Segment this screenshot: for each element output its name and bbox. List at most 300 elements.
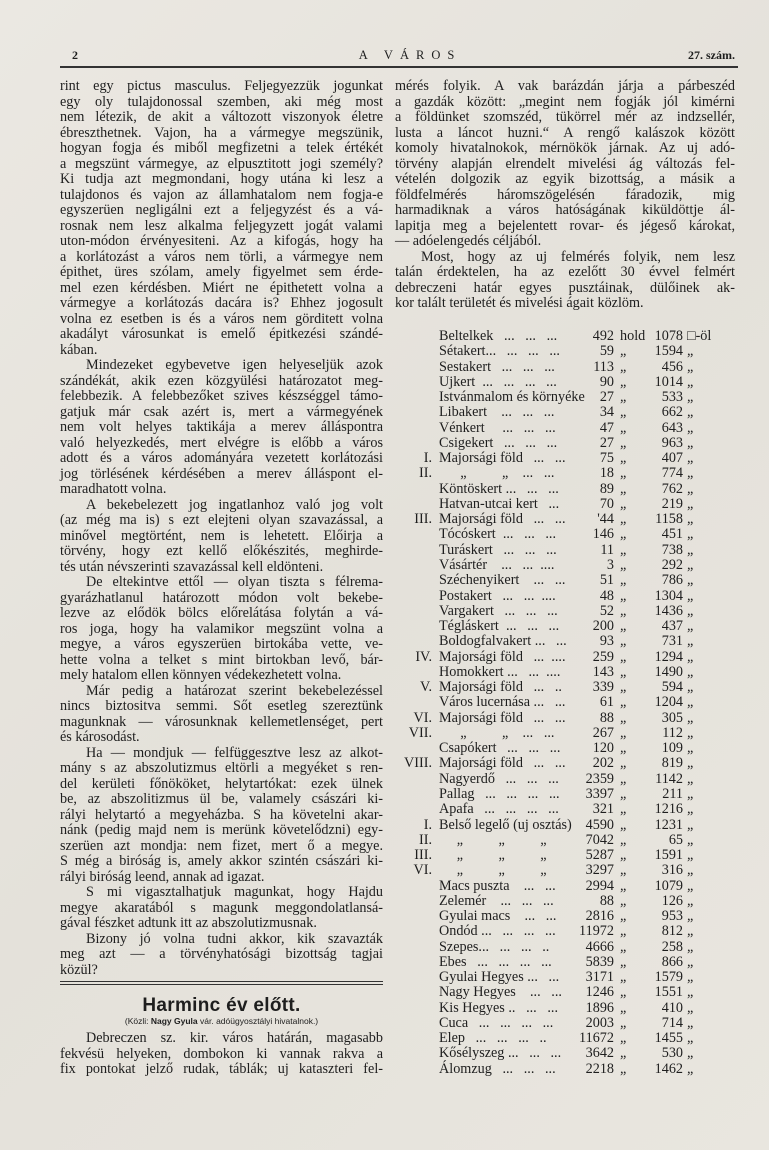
ol-unit: „ bbox=[687, 556, 694, 573]
table-row bbox=[395, 588, 735, 603]
ol-unit: „ bbox=[687, 373, 694, 390]
hold-unit: „ bbox=[620, 495, 627, 512]
area-ol: 410 bbox=[661, 999, 683, 1016]
hold-unit: „ bbox=[620, 831, 627, 848]
area-hold: 88 bbox=[599, 892, 614, 909]
area-ol: 1204 bbox=[654, 694, 683, 711]
ol-unit: „ bbox=[687, 389, 694, 406]
area-ol: 65 bbox=[668, 831, 683, 848]
area-ol: 258 bbox=[661, 938, 683, 955]
area-ol: 292 bbox=[661, 556, 683, 573]
hold-unit: „ bbox=[620, 679, 627, 696]
text-line: hette volna a telket s mint birtokban levő, bár- bbox=[60, 651, 383, 668]
land-area-table bbox=[395, 328, 735, 1076]
area-ol: 963 bbox=[661, 434, 683, 451]
row-number: VI. bbox=[413, 709, 432, 726]
table-row bbox=[395, 801, 735, 816]
hold-unit: „ bbox=[620, 1030, 627, 1047]
area-ol: 407 bbox=[661, 450, 683, 467]
area-name: Homokkert ... ... .... bbox=[439, 663, 561, 680]
area-hold: 5287 bbox=[585, 847, 614, 864]
area-name: Széchenyikert ... ... bbox=[439, 572, 566, 589]
text-line: és károsodást. bbox=[60, 729, 140, 745]
ol-unit: „ bbox=[687, 694, 694, 711]
ol-unit: „ bbox=[687, 831, 694, 848]
area-hold: 27 bbox=[599, 434, 614, 451]
text-line: a gazdák között: „megint nem fogják jól kimérni bbox=[395, 93, 735, 110]
area-name: Boldogfalvakert ... ... bbox=[439, 633, 567, 650]
ol-unit: „ bbox=[687, 679, 694, 696]
area-hold: 93 bbox=[599, 633, 614, 650]
area-name: „ „ „ bbox=[439, 862, 547, 879]
ol-unit: „ bbox=[687, 1045, 694, 1062]
text-line: Ha — mondjuk — felfüggesztve lesz az alkot- bbox=[86, 744, 383, 761]
area-hold: 146 bbox=[592, 526, 614, 543]
table-row bbox=[395, 694, 735, 709]
area-hold: 2003 bbox=[585, 1014, 614, 1031]
hold-unit: „ bbox=[620, 465, 627, 482]
hold-unit: „ bbox=[620, 877, 627, 894]
hold-unit: „ bbox=[620, 556, 627, 573]
text-line: minővel megtörtént, nem is lehetett. Előirja a bbox=[60, 527, 383, 544]
text-line: akadályt városunkat is emelő épitkezési szándé- bbox=[60, 326, 383, 342]
table-row bbox=[395, 954, 735, 969]
text-line: való helyezkedés, mert elvégre is előbb a város bbox=[60, 434, 383, 451]
table-row bbox=[395, 496, 735, 511]
hold-unit: „ bbox=[620, 892, 627, 909]
text-line: lapitja meg a bejelentett rovar- és jégeső károkat, bbox=[395, 217, 735, 234]
hold-unit: „ bbox=[620, 358, 627, 375]
text-line: földfelmérés háromszögelésén fáradozik, mig bbox=[395, 186, 735, 203]
ol-unit: „ bbox=[687, 709, 694, 726]
hold-unit: „ bbox=[620, 694, 627, 711]
newspaper-title: A VÁROS bbox=[358, 48, 462, 62]
area-hold: 7042 bbox=[585, 831, 614, 848]
area-ol: 530 bbox=[661, 1045, 683, 1062]
ol-unit: „ bbox=[687, 648, 694, 665]
text-line: mely hatalom ellen könnyen védekezhetett volna. bbox=[60, 667, 342, 683]
area-name: Apafa ... ... ... ... bbox=[439, 801, 559, 818]
area-name: Elep ... ... ... .. bbox=[439, 1030, 547, 1047]
hold-unit: „ bbox=[620, 953, 627, 970]
row-number: V. bbox=[420, 679, 432, 696]
area-name: Macs puszta ... ... bbox=[439, 877, 556, 894]
ol-unit: „ bbox=[687, 572, 694, 589]
hold-unit: „ bbox=[620, 404, 627, 421]
text-line: ros joga, hogy ha valamikor megszünt volna a bbox=[60, 620, 383, 637]
ol-unit: □-öl bbox=[687, 328, 712, 344]
text-line: — adóelengedés céljából. bbox=[395, 233, 542, 249]
table-row bbox=[395, 771, 735, 786]
area-hold: 11972 bbox=[579, 923, 614, 940]
area-name: Kis Hegyes .. ... ... bbox=[439, 999, 559, 1016]
table-row bbox=[395, 374, 735, 389]
table-row bbox=[395, 450, 735, 465]
area-ol: 1014 bbox=[654, 373, 683, 390]
page-number: 2 bbox=[72, 48, 78, 62]
ol-unit: „ bbox=[687, 740, 694, 757]
ol-unit: „ bbox=[687, 618, 694, 635]
text-line: ébreszthetnek. Vajon, ha a vármegye megszünik, bbox=[60, 124, 383, 141]
text-line: fix pontokat jelző rudak, táblák; uj kataszteri fel- bbox=[60, 1061, 383, 1077]
text-line: A bekebelezett jog ingatlanhoz való jog volt bbox=[86, 496, 383, 513]
area-hold: 52 bbox=[599, 602, 614, 619]
text-line: magunknak — városunknak kellemetlenséget, pert bbox=[60, 713, 383, 730]
table-row bbox=[395, 817, 735, 832]
area-name: Pallag ... ... ... ... bbox=[439, 785, 560, 802]
text-line: S még a biróság is, amely akkor szintén császári ki- bbox=[60, 853, 383, 869]
ol-unit: „ bbox=[687, 1014, 694, 1031]
area-hold: 75 bbox=[599, 450, 614, 467]
hold-unit: „ bbox=[620, 1045, 627, 1062]
area-ol: 1462 bbox=[654, 1060, 683, 1077]
area-ol: 109 bbox=[661, 740, 683, 757]
row-number: I. bbox=[423, 816, 432, 833]
area-hold: '44 bbox=[597, 511, 614, 528]
text-line: jog törlésének kérdésében a merev álláspont el- bbox=[60, 465, 383, 482]
area-name: Turáskert ... ... ... bbox=[439, 541, 557, 558]
area-ol: 1551 bbox=[654, 984, 683, 1001]
ol-unit: „ bbox=[687, 541, 694, 558]
text-line: a korlátozást a város nem törli, a vármegye nem bbox=[60, 248, 383, 265]
row-number: III. bbox=[414, 847, 432, 864]
area-ol: 437 bbox=[661, 618, 683, 635]
hold-unit: „ bbox=[620, 389, 627, 406]
text-line: törvény, hogy ezt kellő előkészités, meghirde- bbox=[60, 543, 383, 559]
hold-unit: „ bbox=[620, 908, 627, 925]
area-name: Libakert ... ... ... bbox=[439, 404, 555, 421]
table-row bbox=[395, 725, 735, 740]
hold-unit: „ bbox=[620, 480, 627, 497]
text-line: uton-módon érvényesiteni. Az a kifogás, hogy ha bbox=[60, 233, 383, 249]
text-line: felebbezik. A felebbezőket szives készséggel támo- bbox=[60, 388, 383, 404]
ol-unit: „ bbox=[687, 785, 694, 802]
area-hold: 113 bbox=[593, 358, 614, 375]
byline-prefix: (Közli: bbox=[124, 1016, 149, 1026]
area-name: Gyulai macs ... ... bbox=[439, 908, 557, 925]
area-name: Város lucernása ... ... bbox=[439, 694, 566, 711]
row-number: VI. bbox=[413, 862, 432, 879]
table-row bbox=[395, 664, 735, 679]
text-line: közül? bbox=[60, 961, 98, 978]
hold-unit: „ bbox=[620, 816, 627, 833]
hold-unit: „ bbox=[620, 526, 627, 543]
hold-unit: „ bbox=[620, 847, 627, 864]
text-line: De eltekintve ettől — olyan tiszta s félrema- bbox=[86, 574, 383, 590]
ol-unit: „ bbox=[687, 1060, 694, 1077]
area-name: „ „ „ bbox=[439, 847, 547, 864]
area-hold: 2994 bbox=[585, 877, 614, 894]
text-line: rosnak nem lesz alkalma feljegyzett jogát valami bbox=[60, 217, 383, 234]
area-name: Beltelkek ... ... ... bbox=[439, 328, 558, 344]
text-line: Bizony jó volna tudni akkor, kik szavazták bbox=[86, 930, 383, 947]
hold-unit: „ bbox=[620, 801, 627, 818]
table-row bbox=[395, 557, 735, 572]
hold-unit: „ bbox=[620, 541, 627, 558]
area-name: Belső legelő (uj osztás) bbox=[439, 816, 572, 833]
table-row bbox=[395, 343, 735, 358]
area-hold: 3297 bbox=[585, 862, 614, 879]
table-row bbox=[395, 786, 735, 801]
table-row bbox=[395, 847, 735, 862]
text-line: fekvésü helyeken, dombokon ki vannak rakva a bbox=[60, 1045, 383, 1062]
text-line: rályi helytartó a megyeházba. S ha követelni akar- bbox=[60, 806, 383, 823]
table-row bbox=[395, 939, 735, 954]
area-name: Szepes... ... ... .. bbox=[439, 938, 550, 955]
area-name: Vargakert ... ... ... bbox=[439, 602, 558, 619]
table-row bbox=[395, 542, 735, 557]
area-ol: 594 bbox=[661, 679, 683, 696]
area-ol: 1594 bbox=[654, 343, 683, 360]
hold-unit: „ bbox=[620, 770, 627, 787]
area-hold: 2218 bbox=[585, 1060, 614, 1077]
text-line: egy oly tulajdonossal szemben, aki még most bbox=[60, 93, 383, 110]
text-line: Ki tudja azt megmondani, hogy utána ki lesz a bbox=[60, 171, 383, 187]
area-ol: 1158 bbox=[655, 511, 683, 528]
hold-unit: „ bbox=[620, 618, 627, 635]
hold-unit: „ bbox=[620, 434, 627, 451]
ol-unit: „ bbox=[687, 877, 694, 894]
hold-unit: „ bbox=[620, 740, 627, 757]
ol-unit: „ bbox=[687, 526, 694, 543]
ol-unit: „ bbox=[687, 755, 694, 772]
text-line: kor talált területét és mivelési ágait közlöm. bbox=[395, 295, 644, 311]
hold-unit: „ bbox=[620, 587, 627, 604]
text-line: megye, a város egyszerüen birtokába vette, ve- bbox=[60, 636, 383, 652]
ol-unit: „ bbox=[687, 495, 694, 512]
table-row bbox=[395, 1015, 735, 1030]
area-hold: 48 bbox=[599, 587, 614, 604]
hold-unit: „ bbox=[620, 999, 627, 1016]
area-hold: 34 bbox=[599, 404, 614, 421]
table-row bbox=[395, 1000, 735, 1015]
header-rule bbox=[60, 66, 738, 68]
table-row bbox=[395, 328, 735, 343]
area-ol: 112 bbox=[662, 724, 683, 741]
text-line: adott és a város adományára vezetett korlátozási bbox=[60, 450, 383, 466]
table-row bbox=[395, 878, 735, 893]
text-line: meg azt — a törvényhatósági bizottság tagjai bbox=[60, 946, 383, 962]
article-separator bbox=[60, 981, 383, 985]
hold-unit: „ bbox=[620, 724, 627, 741]
table-row bbox=[395, 1061, 735, 1076]
text-line: megye akaratából s magunk meggondolatlansá- bbox=[60, 899, 383, 916]
ol-unit: „ bbox=[687, 404, 694, 421]
hold-unit: „ bbox=[620, 602, 627, 619]
table-row bbox=[395, 526, 735, 541]
area-hold: 3397 bbox=[585, 785, 614, 802]
area-ol: 738 bbox=[661, 541, 683, 558]
area-name: Csigekert ... ... ... bbox=[439, 434, 558, 451]
area-ol: 1079 bbox=[654, 877, 683, 894]
ol-unit: „ bbox=[687, 663, 694, 680]
table-row bbox=[395, 1045, 735, 1060]
area-ol: 1216 bbox=[654, 801, 683, 818]
area-name: Vásártér ... ... .... bbox=[439, 556, 555, 573]
area-ol: 1231 bbox=[654, 816, 683, 833]
table-row bbox=[395, 633, 735, 648]
table-row bbox=[395, 389, 735, 404]
table-row bbox=[395, 511, 735, 526]
byline-author: Nagy Gyula bbox=[150, 1016, 198, 1026]
area-hold: 200 bbox=[592, 618, 614, 635]
hold-unit: „ bbox=[620, 755, 627, 772]
ol-unit: „ bbox=[687, 938, 694, 955]
area-hold: 2816 bbox=[585, 908, 614, 925]
text-line: vételén dolgozik az egyik bizottság, a másik a bbox=[395, 171, 735, 187]
hold-unit: „ bbox=[620, 511, 627, 528]
area-ol: 819 bbox=[661, 755, 683, 772]
article-body bbox=[60, 1031, 383, 1078]
area-hold: 4666 bbox=[585, 938, 614, 955]
row-number: III. bbox=[414, 511, 432, 528]
table-row bbox=[395, 969, 735, 984]
issue-number: 27. szám. bbox=[688, 48, 735, 62]
hold-unit: „ bbox=[620, 373, 627, 390]
text-line: szándékát, akik ezen közgyülési határozatot meg- bbox=[60, 372, 383, 389]
area-hold: 59 bbox=[599, 343, 614, 360]
ol-unit: „ bbox=[687, 587, 694, 604]
area-name: Postakert ... ... .... bbox=[439, 587, 556, 604]
area-ol: 126 bbox=[661, 892, 683, 909]
area-ol: 774 bbox=[661, 465, 683, 482]
left-column-article bbox=[60, 79, 383, 978]
article-byline bbox=[60, 1016, 383, 1026]
area-hold: 3642 bbox=[585, 1045, 614, 1062]
area-hold: 89 bbox=[599, 480, 614, 497]
text-line: lusta a láncot huzni.“ A rengő kalászok között bbox=[395, 124, 735, 141]
area-hold: 1896 bbox=[585, 999, 614, 1016]
area-ol: 714 bbox=[661, 1014, 683, 1031]
text-line: harmadiknak a város hatóságának kiküldöttje ál- bbox=[395, 202, 735, 218]
ol-unit: „ bbox=[687, 847, 694, 864]
text-line: del kerületi főnököket, helytartókat: ezek ülnek bbox=[60, 775, 383, 792]
byline-role: vár. adóügyosztályi hivatalnok.) bbox=[200, 1016, 319, 1026]
area-hold: 143 bbox=[592, 663, 614, 680]
text-line: a földünket szomszéd, tükörrel mér az indzsellér, bbox=[395, 109, 735, 125]
area-name: Nagy Hegyes ... ... bbox=[439, 984, 562, 1001]
text-line: épithet, üres szólam, amely figyelmet sem érde- bbox=[60, 264, 383, 280]
area-ol: 1591 bbox=[654, 847, 683, 864]
area-hold: 2359 bbox=[585, 770, 614, 787]
table-row bbox=[395, 1030, 735, 1045]
text-line: vármegye a korlátozás dacára is? Ehhez jogosult bbox=[60, 295, 383, 311]
hold-unit: „ bbox=[620, 938, 627, 955]
area-ol: 219 bbox=[661, 495, 683, 512]
area-name: Ondód ... ... ... ... bbox=[439, 923, 556, 940]
hold-unit: „ bbox=[620, 969, 627, 986]
area-name: Majorsági föld ... .... bbox=[439, 648, 566, 665]
area-ol: 1490 bbox=[654, 663, 683, 680]
row-number: II. bbox=[419, 831, 432, 848]
ol-unit: „ bbox=[687, 1030, 694, 1047]
area-hold: 11 bbox=[600, 541, 614, 558]
area-name: Sestakert ... ... ... bbox=[439, 358, 555, 375]
ol-unit: „ bbox=[687, 511, 694, 528]
text-line: hogyan fogja és miből megfizetni a telek értékét bbox=[60, 140, 383, 156]
ol-unit: „ bbox=[687, 434, 694, 451]
hold-unit: „ bbox=[620, 450, 627, 467]
ol-unit: „ bbox=[687, 908, 694, 925]
text-line: Most, hogy az uj felmérés folyik, nem lesz bbox=[421, 248, 735, 265]
ol-unit: „ bbox=[687, 450, 694, 467]
area-name: Hatvan-utcai kert ... bbox=[439, 495, 560, 512]
area-ol: 211 bbox=[662, 785, 683, 802]
ol-unit: „ bbox=[687, 923, 694, 940]
text-line: nincs biztositva semmi. Sőt esetleg szereztünk bbox=[60, 698, 383, 714]
ol-unit: „ bbox=[687, 770, 694, 787]
text-line: szerüen azt mondja: nem fizet, mert ő a megye. bbox=[60, 837, 383, 854]
text-line: nem létezik, de akit a változott viszonyok életre bbox=[60, 109, 383, 125]
area-name: Vénkert ... ... ... bbox=[439, 419, 556, 436]
area-ol: 1455 bbox=[654, 1030, 683, 1047]
table-row bbox=[395, 435, 735, 450]
area-ol: 731 bbox=[661, 633, 683, 650]
area-hold: 202 bbox=[592, 755, 614, 772]
row-number: IV. bbox=[415, 648, 432, 665]
table-row bbox=[395, 908, 735, 923]
text-line: Mindezeket egybevetve igen helyeseljük azok bbox=[86, 357, 383, 373]
table-row bbox=[395, 740, 735, 755]
area-ol: 1142 bbox=[655, 770, 683, 787]
ol-unit: „ bbox=[687, 816, 694, 833]
ol-unit: „ bbox=[687, 969, 694, 986]
text-line: tulajdonos és vajon az államhatalom nem fogja-e bbox=[60, 186, 383, 203]
text-line: tés után névszerinti szavazással kell eldönteni. bbox=[60, 558, 324, 575]
area-ol: 1579 bbox=[654, 969, 683, 986]
row-number: I. bbox=[423, 450, 432, 467]
area-hold: 4590 bbox=[585, 816, 614, 833]
area-name: „ „ ... ... bbox=[439, 465, 555, 482]
table-row bbox=[395, 465, 735, 480]
hold-unit: „ bbox=[620, 1060, 627, 1077]
text-line: gyarázhatlanul határozott módon volt bekebe- bbox=[60, 589, 383, 606]
hold-unit: „ bbox=[620, 648, 627, 665]
area-ol: 953 bbox=[661, 908, 683, 925]
area-hold: 120 bbox=[592, 740, 614, 757]
area-name: Majorsági föld ... ... bbox=[439, 755, 566, 772]
ol-unit: „ bbox=[687, 724, 694, 741]
text-line: mérés folyik. A vak barázdán járja a párbeszéd bbox=[395, 78, 735, 94]
area-name: Ebes ... ... ... ... bbox=[439, 953, 552, 970]
text-line: nánk (pedig majd nem is merünk követelődzni) egy- bbox=[60, 822, 383, 838]
hold-unit: „ bbox=[620, 633, 627, 650]
area-name: Zelemér ... ... ... bbox=[439, 892, 554, 909]
area-ol: 1304 bbox=[654, 587, 683, 604]
ol-unit: „ bbox=[687, 343, 694, 360]
text-line: rályi biróság leend, annak ad igazat. bbox=[60, 868, 265, 885]
ol-unit: „ bbox=[687, 862, 694, 879]
area-hold: 70 bbox=[599, 495, 614, 512]
hold-unit: „ bbox=[620, 1014, 627, 1031]
table-row bbox=[395, 755, 735, 770]
table-row bbox=[395, 359, 735, 374]
row-number: II. bbox=[419, 465, 432, 482]
ol-unit: „ bbox=[687, 999, 694, 1016]
area-hold: 321 bbox=[592, 801, 614, 818]
area-name: „ „ ... ... bbox=[439, 724, 555, 741]
area-name: Köntöskert ... ... ... bbox=[439, 480, 559, 497]
area-hold: 5839 bbox=[585, 953, 614, 970]
area-ol: 762 bbox=[661, 480, 683, 497]
table-row bbox=[395, 572, 735, 587]
text-line: maradhatott volna. bbox=[60, 481, 167, 497]
hold-unit: „ bbox=[620, 862, 627, 879]
text-line: (az még ma is) s ezt elejteni olyan szavazással, a bbox=[60, 512, 383, 528]
table-row bbox=[395, 862, 735, 877]
table-row bbox=[395, 649, 735, 664]
area-name: Tégláskert ... ... ... bbox=[439, 618, 560, 635]
